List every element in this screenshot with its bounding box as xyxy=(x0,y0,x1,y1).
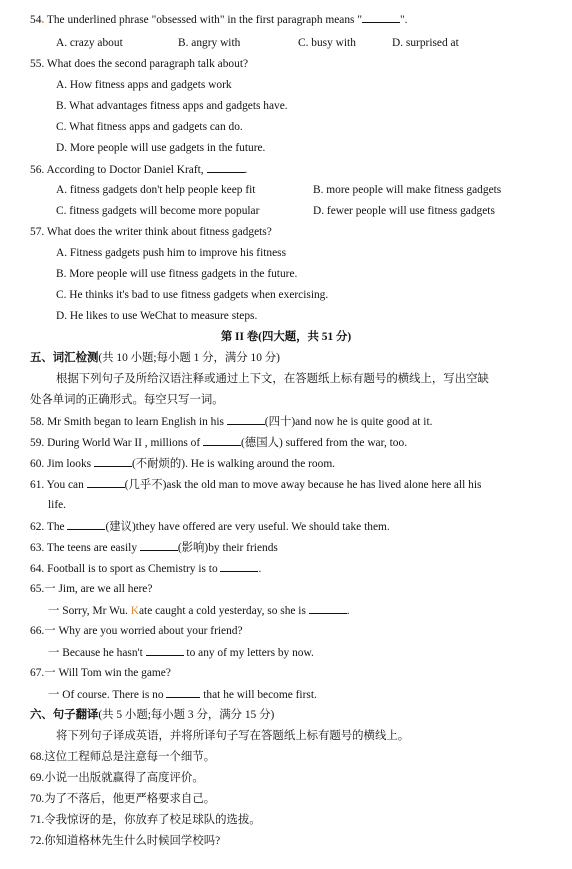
q70: 70.为了不落后，他更严格要求自己。 xyxy=(30,793,216,805)
q61-blank[interactable] xyxy=(87,477,125,488)
q62: 62. The (建议)they have offered are very useful. We should take them. xyxy=(30,521,390,533)
q54-blank[interactable] xyxy=(362,12,400,23)
q61: 61. You can (几乎不)ask the old man to move away because he has lived alone here all his xyxy=(30,479,482,491)
q64-blank[interactable] xyxy=(220,561,258,572)
q63: 63. The teens are easily (影响)by their friends xyxy=(30,542,278,554)
section6-heading xyxy=(30,708,274,722)
q57-option-c[interactable]: C. He thinks it's bad to use fitness gadgets when exercising. xyxy=(56,289,329,301)
q54-option-d[interactable]: D. surprised at xyxy=(392,37,459,49)
q62-blank[interactable] xyxy=(67,519,105,530)
q56-stem: 56. According to Doctor Daniel Kraft, . xyxy=(30,164,248,176)
q57-option-d[interactable]: D. He likes to use WeChat to measure steps. xyxy=(56,310,258,322)
q67-line1: 67.一 Will Tom win the game? xyxy=(30,667,171,679)
q55-option-a[interactable]: A. How fitness apps and gadgets work xyxy=(56,79,232,91)
q61-continued: life. xyxy=(48,499,67,511)
q54-stem: 54. The underlined phrase "obsessed with" in the first paragraph means " ". xyxy=(30,14,408,26)
q71: 71.令我惊讶的是，你放弃了校足球队的选拔。 xyxy=(30,814,261,826)
q57-stem: 57. What does the writer think about fitness gadgets? xyxy=(30,226,272,238)
section5-instruction-line2: 处各单词的正确形式。每空只写一词。 xyxy=(30,394,224,406)
section5-title: 五、词汇检测 xyxy=(30,352,99,364)
section5-info: (共 10 小题;每小题 1 分，满分 10 分) xyxy=(98,352,280,364)
q60-blank[interactable] xyxy=(94,456,132,467)
q56-option-c[interactable]: C. fitness gadgets will become more popular xyxy=(56,205,260,217)
q58: 58. Mr Smith began to learn English in his (四十)and now he is quite good at it. xyxy=(30,416,433,428)
section5-instruction-line1: 根据下列句子及所给汉语注释或通过上下文，在答题纸上标有题号的横线上，写出空缺 xyxy=(56,373,489,385)
q60: 60. Jim looks (不耐烦的). He is walking around the room. xyxy=(30,458,336,470)
q66-line2: 一 Because he hasn't to any of my letters by now. xyxy=(48,647,314,659)
q69: 69.小说一出版就赢得了高度评价。 xyxy=(30,772,204,784)
q65-blank[interactable] xyxy=(309,603,347,614)
q56-blank[interactable] xyxy=(207,162,245,173)
q55-option-d[interactable]: D. More people will use gadgets in the future. xyxy=(56,142,266,154)
q66-blank[interactable] xyxy=(146,645,184,656)
q66-line1: 66.一 Why are you worried about your friend? xyxy=(30,625,243,637)
section6-info: (共 5 小题;每小题 3 分，满分 15 分) xyxy=(98,709,275,721)
q65-line2: 一 Sorry, Mr Wu. Kate caught a cold yesterday, so she is . xyxy=(48,605,350,617)
q72: 72.你知道格林先生什么时候回学校吗? xyxy=(30,835,221,847)
q64: 64. Football is to sport as Chemistry is to . xyxy=(30,563,262,575)
section6-instruction: 将下列句子译成英语，并将所译句子写在答题纸上标有题号的横线上。 xyxy=(56,730,410,742)
q56-option-d[interactable]: D. fewer people will use fitness gadgets xyxy=(313,205,495,217)
q59-blank[interactable] xyxy=(203,435,241,446)
section6-title: 六、句子翻译 xyxy=(30,709,99,721)
q67-blank[interactable] xyxy=(166,687,200,698)
q55-option-b[interactable]: B. What advantages fitness apps and gadgets have. xyxy=(56,100,288,112)
part2-title: 第 II 卷(四大题，共 51 分) xyxy=(220,331,352,343)
q65-line1: 65.一 Jim, are we all here? xyxy=(30,583,153,595)
q55-option-c[interactable]: C. What fitness apps and gadgets can do. xyxy=(56,121,243,133)
section5-heading xyxy=(30,351,280,365)
q58-blank[interactable] xyxy=(227,414,265,425)
q57-option-a[interactable]: A. Fitness gadgets push him to improve his fitness xyxy=(56,247,287,259)
q57-option-b[interactable]: B. More people will use fitness gadgets in the future. xyxy=(56,268,298,280)
q54-option-c[interactable]: C. busy with xyxy=(298,37,356,49)
q56-option-b[interactable]: B. more people will make fitness gadgets xyxy=(313,184,502,196)
q54-option-b[interactable]: B. angry with xyxy=(178,37,241,49)
q55-stem: 55. What does the second paragraph talk about? xyxy=(30,58,249,70)
q59: 59. During World War II , millions of (德国人) suffered from the war, too. xyxy=(30,437,408,449)
q54-option-a[interactable]: A. crazy about xyxy=(56,37,123,49)
q63-blank[interactable] xyxy=(140,540,178,551)
q56-option-a[interactable]: A. fitness gadgets don't help people keep fit xyxy=(56,184,256,196)
q68: 68.这位工程师总是注意每一个细节。 xyxy=(30,751,216,763)
q67-line2: 一 Of course. There is no that he will become first. xyxy=(48,689,317,701)
